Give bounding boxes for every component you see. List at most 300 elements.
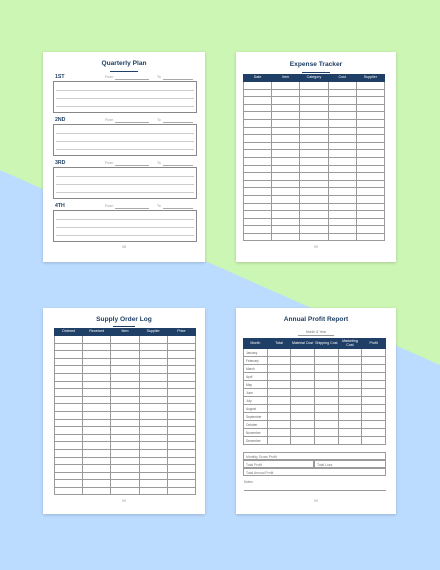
table-cell	[362, 365, 386, 373]
table-cell	[356, 180, 384, 188]
table-cell	[55, 343, 83, 351]
table-cell: January	[244, 349, 268, 357]
table-cell	[314, 373, 338, 381]
table-cell	[55, 336, 83, 344]
table-cell	[356, 127, 384, 135]
month-year-line	[298, 335, 334, 336]
column-header: Ordered	[55, 329, 83, 336]
annual-profit-report-page	[236, 308, 396, 514]
table-cell	[167, 472, 195, 480]
table-cell	[139, 465, 167, 473]
table-cell	[244, 104, 272, 112]
table-row	[55, 358, 196, 366]
table-cell	[83, 487, 111, 495]
table-cell	[55, 411, 83, 419]
quarter-notes-box	[53, 124, 197, 156]
table-cell	[83, 427, 111, 435]
table-cell	[139, 480, 167, 488]
table-cell	[167, 358, 195, 366]
table-cell	[362, 373, 386, 381]
table-cell	[356, 82, 384, 90]
table-cell	[267, 413, 291, 421]
ruled-line	[56, 192, 194, 193]
table-row	[244, 365, 386, 373]
table-row	[244, 405, 386, 413]
table-cell	[111, 373, 139, 381]
table-row	[55, 419, 196, 427]
table-cell	[111, 404, 139, 412]
to-line	[163, 208, 193, 209]
table-row	[55, 480, 196, 488]
table-cell	[111, 389, 139, 397]
to-label: To	[157, 118, 161, 122]
page-number: 09	[122, 499, 126, 503]
table-cell	[55, 351, 83, 359]
table-cell	[244, 112, 272, 120]
table-row	[55, 427, 196, 435]
table-cell	[111, 351, 139, 359]
table-cell	[55, 472, 83, 480]
table-cell	[300, 211, 328, 219]
table-cell	[362, 357, 386, 365]
ruled-line	[56, 98, 194, 99]
table-cell	[244, 233, 272, 241]
table-row	[244, 211, 385, 219]
table-cell	[167, 389, 195, 397]
from-label: From	[105, 118, 114, 122]
table-row	[244, 373, 386, 381]
table-cell	[55, 457, 83, 465]
table-row	[244, 89, 385, 97]
table-cell	[328, 135, 356, 143]
table-cell	[328, 127, 356, 135]
table-cell	[272, 180, 300, 188]
table-cell	[55, 396, 83, 404]
table-cell	[111, 366, 139, 374]
table-cell	[362, 437, 386, 445]
table-cell	[111, 343, 139, 351]
annual-profit-table	[243, 338, 386, 445]
table-cell	[267, 405, 291, 413]
notes-label: Notes	[244, 480, 253, 484]
table-cell: October	[244, 421, 268, 429]
table-cell	[167, 480, 195, 488]
table-cell	[139, 457, 167, 465]
table-cell	[244, 89, 272, 97]
table-cell	[328, 180, 356, 188]
table-cell	[314, 421, 338, 429]
monthly-gross-profit-label: Monthly Gross Profit	[246, 455, 277, 459]
table-row	[244, 437, 386, 445]
table-cell	[272, 112, 300, 120]
table-cell	[267, 421, 291, 429]
total-loss-label: Total Loss	[317, 463, 333, 467]
table-cell	[328, 97, 356, 105]
table-cell	[362, 349, 386, 357]
table-cell	[83, 404, 111, 412]
table-cell	[83, 343, 111, 351]
table-cell	[167, 336, 195, 344]
table-cell	[55, 442, 83, 450]
table-cell	[55, 358, 83, 366]
table-cell	[244, 188, 272, 196]
table-cell	[167, 427, 195, 435]
table-cell	[83, 358, 111, 366]
table-cell	[167, 465, 195, 473]
table-cell	[291, 389, 315, 397]
table-cell	[362, 389, 386, 397]
quarter-label: 4TH	[55, 203, 65, 209]
table-cell	[291, 365, 315, 373]
table-cell	[338, 373, 362, 381]
table-cell	[272, 218, 300, 226]
table-cell	[267, 357, 291, 365]
table-cell	[167, 457, 195, 465]
table-cell	[244, 195, 272, 203]
table-cell	[291, 381, 315, 389]
table-cell	[267, 437, 291, 445]
table-cell	[338, 437, 362, 445]
table-cell	[338, 405, 362, 413]
ruled-line	[56, 219, 194, 220]
notes-line	[244, 490, 386, 491]
table-cell	[328, 82, 356, 90]
table-cell	[111, 472, 139, 480]
table-row	[244, 203, 385, 211]
table-cell	[328, 150, 356, 158]
table-cell	[139, 358, 167, 366]
table-cell	[244, 218, 272, 226]
table-cell	[272, 135, 300, 143]
table-cell	[244, 150, 272, 158]
table-cell	[83, 419, 111, 427]
column-header: Profit	[362, 339, 386, 349]
month-year-label: Month & Year	[305, 330, 327, 334]
table-row	[55, 472, 196, 480]
table-cell	[356, 203, 384, 211]
from-line	[115, 165, 149, 166]
table-cell	[111, 449, 139, 457]
table-cell	[356, 119, 384, 127]
table-cell	[111, 381, 139, 389]
table-cell	[272, 195, 300, 203]
table-row	[55, 351, 196, 359]
table-cell	[272, 82, 300, 90]
quarter-notes-box	[53, 167, 197, 199]
table-cell	[244, 203, 272, 211]
table-cell	[139, 389, 167, 397]
table-cell	[356, 218, 384, 226]
table-cell	[111, 396, 139, 404]
table-cell	[83, 381, 111, 389]
table-cell	[139, 472, 167, 480]
table-cell	[328, 157, 356, 165]
table-row	[244, 421, 386, 429]
table-cell	[362, 397, 386, 405]
table-cell	[111, 480, 139, 488]
table-row	[244, 135, 385, 143]
table-row	[244, 397, 386, 405]
column-header: Total	[267, 339, 291, 349]
table-cell: December	[244, 437, 268, 445]
table-row	[244, 218, 385, 226]
table-row	[244, 195, 385, 203]
table-cell	[111, 419, 139, 427]
table-row	[55, 381, 196, 389]
table-row	[244, 357, 386, 365]
table-cell	[338, 413, 362, 421]
table-cell	[356, 97, 384, 105]
to-label: To	[157, 161, 161, 165]
table-cell	[338, 381, 362, 389]
page-number: 09	[314, 499, 318, 503]
table-cell	[300, 226, 328, 234]
table-row	[55, 343, 196, 351]
table-row	[55, 389, 196, 397]
table-cell	[244, 119, 272, 127]
table-cell	[139, 366, 167, 374]
table-cell	[244, 142, 272, 150]
table-cell	[167, 366, 195, 374]
table-cell	[139, 336, 167, 344]
table-cell	[291, 397, 315, 405]
table-cell	[272, 211, 300, 219]
table-cell	[167, 487, 195, 495]
table-row	[55, 404, 196, 412]
table-cell	[328, 89, 356, 97]
quarter-notes-box	[53, 210, 197, 242]
table-row	[244, 142, 385, 150]
table-cell	[139, 449, 167, 457]
from-label: From	[105, 204, 114, 208]
table-cell	[139, 381, 167, 389]
table-row	[244, 389, 386, 397]
table-cell	[167, 381, 195, 389]
table-cell	[300, 142, 328, 150]
table-cell	[272, 226, 300, 234]
table-cell: June	[244, 389, 268, 397]
table-cell	[300, 135, 328, 143]
quarter-notes-box	[53, 81, 197, 113]
table-cell	[314, 349, 338, 357]
table-cell	[356, 150, 384, 158]
table-cell	[244, 82, 272, 90]
table-row	[244, 381, 386, 389]
table-cell	[362, 421, 386, 429]
table-cell	[356, 157, 384, 165]
table-cell	[314, 405, 338, 413]
to-line	[163, 165, 193, 166]
supply-order-table	[54, 328, 196, 495]
table-cell	[300, 188, 328, 196]
table-cell: March	[244, 365, 268, 373]
table-cell	[356, 195, 384, 203]
table-cell	[167, 404, 195, 412]
ruled-line	[56, 141, 194, 142]
table-cell	[83, 449, 111, 457]
table-cell	[300, 112, 328, 120]
supply-order-log-page	[43, 308, 205, 514]
table-cell	[83, 480, 111, 488]
table-cell	[111, 457, 139, 465]
table-cell	[291, 405, 315, 413]
table-cell	[111, 487, 139, 495]
table-cell	[314, 429, 338, 437]
table-row	[55, 442, 196, 450]
to-line	[163, 122, 193, 123]
table-header-row	[244, 339, 386, 349]
ruled-line	[56, 184, 194, 185]
table-cell	[272, 150, 300, 158]
table-cell	[338, 397, 362, 405]
table-cell	[300, 104, 328, 112]
table-cell	[167, 411, 195, 419]
table-cell	[291, 421, 315, 429]
table-cell	[167, 419, 195, 427]
ruled-line	[56, 133, 194, 134]
table-cell: May	[244, 381, 268, 389]
table-cell	[139, 351, 167, 359]
table-cell	[111, 336, 139, 344]
table-cell	[139, 427, 167, 435]
page-title: Supply Order Log	[96, 316, 152, 323]
table-row	[55, 336, 196, 344]
page-number: 08	[122, 245, 126, 249]
table-cell	[328, 104, 356, 112]
from-line	[115, 208, 149, 209]
table-cell	[167, 442, 195, 450]
table-cell	[328, 233, 356, 241]
table-cell	[83, 366, 111, 374]
table-cell	[272, 119, 300, 127]
expense-tracker-page	[236, 52, 396, 262]
table-cell	[55, 449, 83, 457]
table-row	[244, 97, 385, 105]
table-row	[55, 366, 196, 374]
table-cell	[55, 419, 83, 427]
table-cell	[272, 188, 300, 196]
column-header: Supplier	[356, 75, 384, 82]
table-cell	[111, 434, 139, 442]
table-cell	[328, 165, 356, 173]
table-row	[244, 413, 386, 421]
table-cell	[356, 211, 384, 219]
table-cell	[55, 389, 83, 397]
to-label: To	[157, 75, 161, 79]
table-cell	[338, 389, 362, 397]
table-cell	[83, 336, 111, 344]
table-cell	[314, 413, 338, 421]
from-line	[115, 122, 149, 123]
table-row	[55, 465, 196, 473]
table-cell: April	[244, 373, 268, 381]
table-row	[55, 449, 196, 457]
table-header-row	[55, 329, 196, 336]
column-header: Month	[244, 339, 268, 349]
table-row	[55, 411, 196, 419]
table-row	[244, 233, 385, 241]
table-cell	[300, 218, 328, 226]
table-cell	[362, 381, 386, 389]
table-cell	[167, 343, 195, 351]
from-label: From	[105, 75, 114, 79]
table-cell	[167, 351, 195, 359]
table-cell	[338, 365, 362, 373]
ruled-line	[56, 176, 194, 177]
table-cell	[300, 157, 328, 165]
table-cell	[139, 442, 167, 450]
table-cell	[300, 127, 328, 135]
table-cell	[244, 157, 272, 165]
table-cell: September	[244, 413, 268, 421]
table-cell	[111, 411, 139, 419]
table-cell	[272, 127, 300, 135]
column-header: Price	[167, 329, 195, 336]
table-cell	[362, 429, 386, 437]
page-title: Quarterly Plan	[101, 60, 147, 67]
table-cell	[55, 487, 83, 495]
table-cell	[300, 195, 328, 203]
table-cell	[244, 135, 272, 143]
table-cell	[328, 203, 356, 211]
table-cell	[55, 427, 83, 435]
table-cell	[314, 437, 338, 445]
table-header-row	[244, 75, 385, 82]
total-annual-profit-label: Total Annual Profit	[246, 471, 274, 475]
table-cell	[267, 381, 291, 389]
table-cell	[167, 449, 195, 457]
table-row	[244, 119, 385, 127]
table-cell	[244, 165, 272, 173]
table-cell	[272, 165, 300, 173]
table-row	[244, 112, 385, 120]
ruled-line	[56, 227, 194, 228]
table-cell	[356, 135, 384, 143]
table-cell	[139, 411, 167, 419]
table-cell	[55, 373, 83, 381]
table-cell	[356, 89, 384, 97]
table-cell	[300, 180, 328, 188]
ruled-line	[56, 149, 194, 150]
table-cell	[267, 365, 291, 373]
table-cell	[300, 173, 328, 181]
page-number: 09	[314, 245, 318, 249]
table-cell	[300, 97, 328, 105]
table-cell	[272, 89, 300, 97]
column-header: Shipping Cost	[314, 339, 338, 349]
table-cell	[55, 465, 83, 473]
total-loss-row	[314, 460, 386, 468]
table-cell	[139, 434, 167, 442]
table-row	[244, 127, 385, 135]
quarterly-plan-page	[43, 52, 205, 262]
table-cell	[338, 429, 362, 437]
table-cell	[83, 442, 111, 450]
table-cell	[55, 366, 83, 374]
table-row	[55, 457, 196, 465]
column-header: Supplier	[139, 329, 167, 336]
table-row	[244, 82, 385, 90]
table-row	[55, 434, 196, 442]
table-cell	[83, 465, 111, 473]
table-cell	[300, 82, 328, 90]
table-cell	[300, 233, 328, 241]
table-cell	[83, 434, 111, 442]
table-cell	[83, 457, 111, 465]
to-line	[163, 79, 193, 80]
table-cell	[83, 472, 111, 480]
table-cell	[362, 405, 386, 413]
